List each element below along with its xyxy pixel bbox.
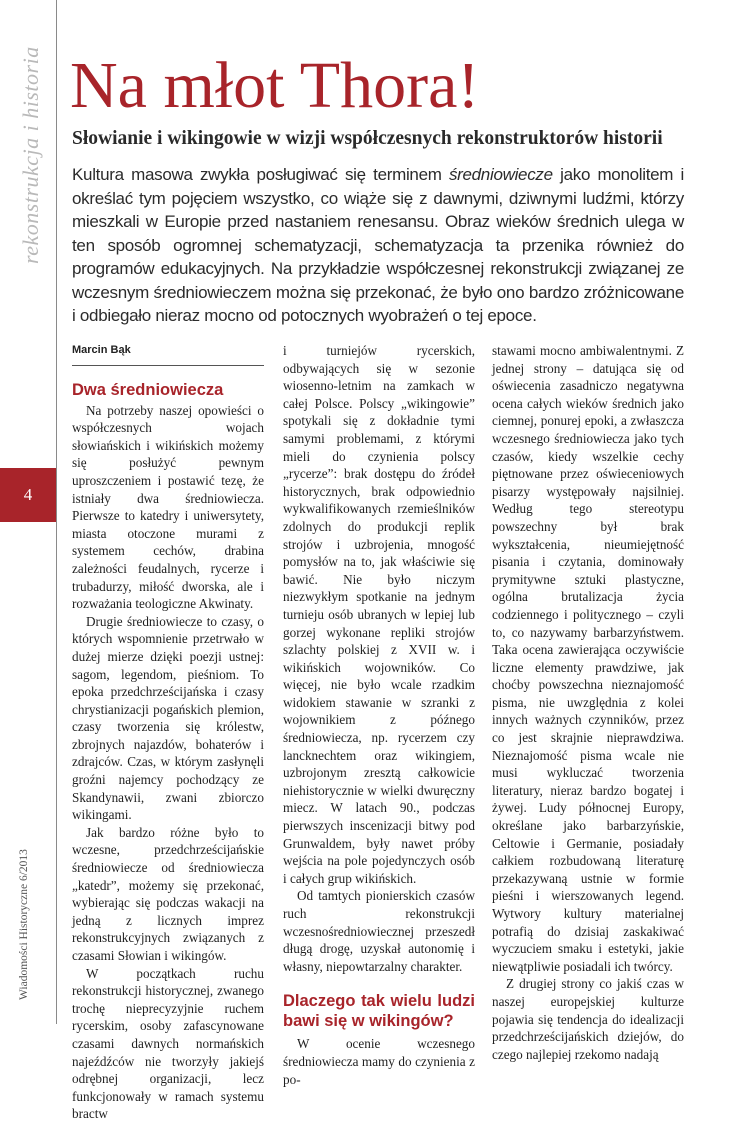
section-heading: Dwa średniowiecza	[72, 380, 224, 399]
article-lead	[72, 163, 684, 328]
article-subtitle: Słowianie i wikingowie w wizji współczesnych rekonstruktorów historii	[72, 128, 663, 149]
paragraph: W początkach ruchu rekonstrukcji historycznej, zwanego trochę nieprecyzyjnie ruchem rycerskim, osoby zafascynowane czasami dawnych normańskich najeźdźców nie tworzyły jakiejś odrębnej organizacji, lecz funkcjonowały w ramach systemu bractw	[72, 965, 264, 1122]
sidebar-divider	[56, 0, 57, 1024]
paragraph: Z drugiej strony co jakiś czas w naszej europejskiej kulturze pojawia się tendencja do idealizacji przedchrześcijańskich dziejów, do czego najlepiej rzekomo nadają	[492, 976, 684, 1062]
paragraph: i turniejów rycerskich, odbywających się w sezonie wiosenno-letnim na zamkach w całej Polsce. Polscy „wikingowie” spotykali się z dokładnie tymi samymi problemami, z którymi mieli do czynienia polscy „rycerze”: brak dostępu do źródeł historycznych, brak odpowiednio wykwalifikowanych rzemieślników zdolnych do produkcji replik strojów i uzbrojenia, mnogość pomysłów na to, jak właściwie się bawić. Nie było niczym niezwykłym spotkanie na jednym turnieju osób ubranych w lepiej lub gorzej wykonane repliki strojów szlachty polskiej z XVII w. i wikińskich wojowników. Co więcej, nie było wcale rzadkim widokiem stawanie w szranki z wojownikiem z późnego średniowiecza, np. rycerzem czy lancknechtem oraz wikingiem, uzbrojonym zresztą całkowicie niehistorycznie w wielki dwuręczny miecz. W latach 90., podczas pierwszych inscenizacji bitwy pod Grunwaldem, były nawet próby wejścia na pole pojedynczych osób i całych grup wikińskich.	[283, 343, 475, 886]
paragraph: Jak bardzo różne było to wczesne, przedchrześcijańskie średniowiecze od średniowiecza „katedr”, możemy się przekonać, wybierając się podczas wakacji na jedną z licznych imprez rekonstrukcyjnych związanych z czasami Słowian i wikingów.	[72, 824, 264, 963]
text-column-2	[283, 342, 475, 1088]
paragraph: W ocenie wczesnego średniowiecza mamy do czynienia z po-	[283, 1036, 475, 1087]
text-column-3	[492, 342, 684, 1063]
section-heading: Dlaczego tak wielu ludzi bawi się w wikingów?	[283, 992, 475, 1031]
paragraph: Od tamtych pionierskich czasów ruch rekonstrukcji wczesnośredniowiecznej przeszedł długą drogę, uzyskał autonomię i własny, niepowtarzalny charakter.	[283, 888, 475, 974]
paragraph: stawami mocno ambiwalentnymi. Z jednej strony – datująca się od oświecenia zasadniczo negatywna ocena całych wieków średnich jako ciemnej, ponurej epoki, a zwłaszcza wczesnego średniowiecza jako tych czasów, kiedy wszelkie cechy piętnowane przez oświeceniowych pisarzy występowały najsilniej. Według tego stereotypu powszechny był brak wykształcenia, nieumiejętność pisania i czytania, dominowały prymitywne sztuki plastyczne, ogólna brutalizacja życia codziennego i politycznego – czyli to, co nazywamy barbarzyństwem. Taka ocena zawierająca oczywiście liczne elementy prawdziwe, jak choćby powszechna nieznajomość pisma, nie uwzględnia z kolei innych ważnych czynników, przez co jest skrajnie nieprawdziwa. Nieznajomość pisma wcale nie musi wykluczać tworzenia literatury, nieraz bardzo bogatej i żywej. Ludy północnej Europy, określane jako barbarzyńskie, Celtowie i Germanie, posiadały całkiem rozbudowaną literaturę przekazywaną ustnie w formie pieśni i wierszowanych legend. Wytwory kultury materialnej potrafią do dzisiaj zaskakiwać wyczuciem smaku i estetyki, jakie niewątpliwie posiadali ich twórcy.	[492, 343, 684, 974]
section-label: rekonstrukcja i historia	[18, 46, 43, 264]
journal-footer: Wiadomości Historyczne 6/2013	[18, 849, 30, 1000]
page-number: 4	[0, 468, 56, 522]
article-title: Na młot Thora!	[70, 49, 480, 122]
lead-text-2: jako monolitem i określać tym pojęciem wszystko, co wiąże się z dawnymi, dziwnymi ludźmi, którzy mieszkali w Europie przed nastaniem renesansu. Obraz wieków średnich ulega w ten sposób ogromnej schematyzacji, schematyzacja ta przenika również do programów edukacyjnych. Na przykładzie współczesnej rekonstrukcji związanej ze wczesnym średniowieczem można się przekonać, że było ono bardzo zróżnicowane i odbiegało nieraz mocno od potocznych wyobrażeń o tej epoce.	[72, 165, 684, 325]
author-name: Marcin Bąk	[72, 342, 264, 366]
text-column-1	[72, 342, 264, 1123]
paragraph: Na potrzeby naszej opowieści o współczesnych wojach słowiańskich i wikińskich możemy się posłużyć pewnym uproszczeniem i postawić tezę, że istniały dwa średniowiecza. Pierwsze to katedry i uniwersytety, miasta otoczone murami z systemem cechów, drabina zależności feudalnych, rycerze i trubadurzy, miłość dworska, ale i rozważania teologiczne Akwinaty.	[72, 402, 264, 612]
paragraph: Drugie średniowiecze to czasy, o których wspomnienie przetrwało w dużej mierze dzięki poezji ustnej: sagom, legendom, pieśniom. To epoka przedchrześcijańska i czasy chrystianizacji pogańskich plemion, czasy tworzenia się królestw, zbrojnych najazdów, bohaterów i zdrajców. Czas, w którym zasłynęli groźni najemcy pochodzący ze Skandynawii, zwani zbiorczo wikingami.	[72, 613, 264, 823]
lead-emphasis: średniowiecze	[448, 165, 553, 184]
lead-text-1: Kultura masowa zwykła posługiwać się terminem	[72, 165, 449, 184]
